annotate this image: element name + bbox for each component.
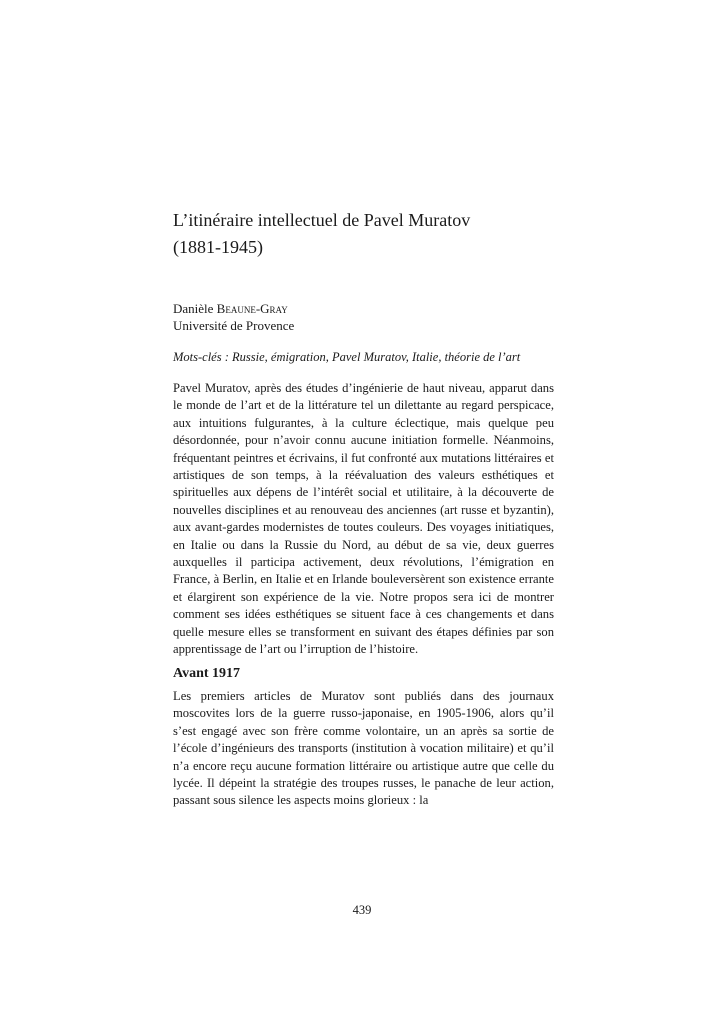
page-number: 439 [352, 903, 372, 917]
author-affiliation: Université de Provence [173, 318, 295, 333]
abstract-paragraph: Pavel Muratov, après des études d’ingénierie de haut niveau, apparut dans le monde de l’art et de la littérature tel un dilettante au regard perspicace, aux intuitions fulgurantes, à la culture éclectique, mais quelque peu désordonnée, pour n’avoir connu aucune initiation formelle. Néanmoins, fréquentant peintres et écrivains, il fut confronté aux mutations littéraires et artistiques de son temps, à la réévaluation des valeurs esthétiques et spirituelles aux dépens de l’intérêt social et utilitaire, à la découverte de nouvelles disciplines et au renouveau des anciennes (art russe et byzantin), aux avant-gardes modernistes de toutes couleurs. Des voyages initiatiques, en Italie ou dans la Russie du Nord, au début de sa vie, deux guerres auxquelles il participa activement, deux révolutions, l’émigration en France, à Berlin, en Italie et en Irlande bouleversèrent son existence errante et élargirent son expérience de la vie. Notre propos sera ici de montrer comment ses idées esthétiques se situent face à ces changements et dans quelle mesure elles se transforment en suivant des étapes définies par son apprentissage de l’art ou l’irruption de l’histoire. [173, 381, 554, 657]
article-title [173, 207, 573, 261]
author-name [173, 300, 288, 318]
author-first-name: Danièle [173, 301, 214, 316]
author-last-name: Beaune-Gray [216, 301, 288, 316]
article-title-line-2: (1881-1945) [173, 237, 263, 257]
keywords: Mots-clés : Russie, émigration, Pavel Muratov, Italie, théorie de l’art [173, 350, 521, 364]
section-heading: Avant 1917 [173, 666, 241, 681]
article-title-line-1: L’itinéraire intellectuel de Pavel Muratov [173, 210, 471, 230]
section-paragraph: Les premiers articles de Muratov sont publiés dans des journaux moscovites lors de la guerre russo-japonaise, en 1905-1906, alors qu’il s’est engagé avec son frère comme volontaire, un an après sa sortie de l’école d’ingénieurs des transports (institution à vocation militaire) et qu’il n’a encore reçu aucune formation littéraire ou artistique autre que celle du lycée. Il dépeint la stratégie des troupes russes, le panache de leur action, passant sous silence les aspects moins glorieux : la [173, 689, 554, 808]
